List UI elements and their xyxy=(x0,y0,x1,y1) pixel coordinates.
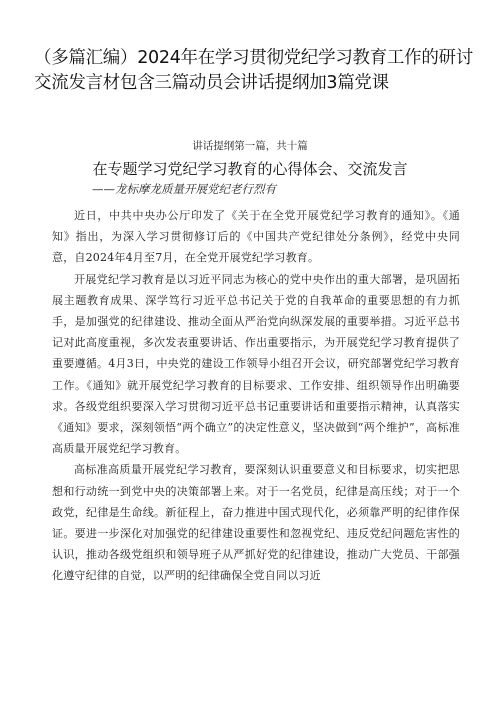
paragraph: 开展党纪学习教育是以习近平同志为核心的党中央作出的重大部署，是巩固拓展主题教育成果、深学笃行习近平总书记关于党的自我革命的重要思想的有力抓手，是加强党的纪律建设、推动全面从严治党向纵深发展的重要举措。习近平总书记对此高度重视，多次发表重要讲话、作出重要指示，为开展党纪学习教育提供了重要遵循。4月3日，中央党的建设工作领导小组召开会议，研究部署党纪学习教育工作。《通知》就开展党纪学习教育的目标要求、工作安排、组织领导作出明确要求。各级党组织要深入学习贯彻习近平总书记重要讲话和重要指示精神，认真落实《通知》要求，深刻领悟“两个确立”的决定性意义，坚决做到“两个维护”，高标准高质量开展党纪学习教育。 xyxy=(52,272,460,456)
section-label: 讲话提纲第一篇，共十篇 xyxy=(192,140,308,152)
paragraph: 高标准高质量开展党纪学习教育，要深刻认识重要意义和目标要求，切实把思想和行动统一到党中央的决策部署上来。对于一名党员，纪律是高压线；对于一个政党，纪律是生命线。新征程上，奋力推进中国式现代化，必须靠严明的纪律作保证。要进一步深化对加强党的纪律建设重要性和忽视党纪、违反党纪问题危害性的认识，推动各级党组织和领导班子从严抓好党的纪律建设，推动广大党员、干部强化遵守纪律的自觉，以严明的纪律确保全党自同以习近 xyxy=(52,463,460,583)
document-title: （多篇汇编）2024年在学习贯彻党纪学习教育工作的研讨交流发言材包含三篇动员会讲话提纲加3篇党课 xyxy=(34,48,473,93)
byline: ——龙标摩龙质量开展党纪老行烈有 xyxy=(92,182,276,196)
document-body xyxy=(52,205,460,587)
main-heading: 在专题学习党纪学习教育的心得体会、交流发言 xyxy=(92,160,408,178)
paragraph: 近日，中共中央办公厅印发了《关于在全党开展党纪学习教育的通知》。《通知》指出，为深入学习贯彻修订后的《中国共产党纪律处分条例》，经党中央同意，自2024年4月至7月，在全党开展党纪学习教育。 xyxy=(52,209,460,265)
